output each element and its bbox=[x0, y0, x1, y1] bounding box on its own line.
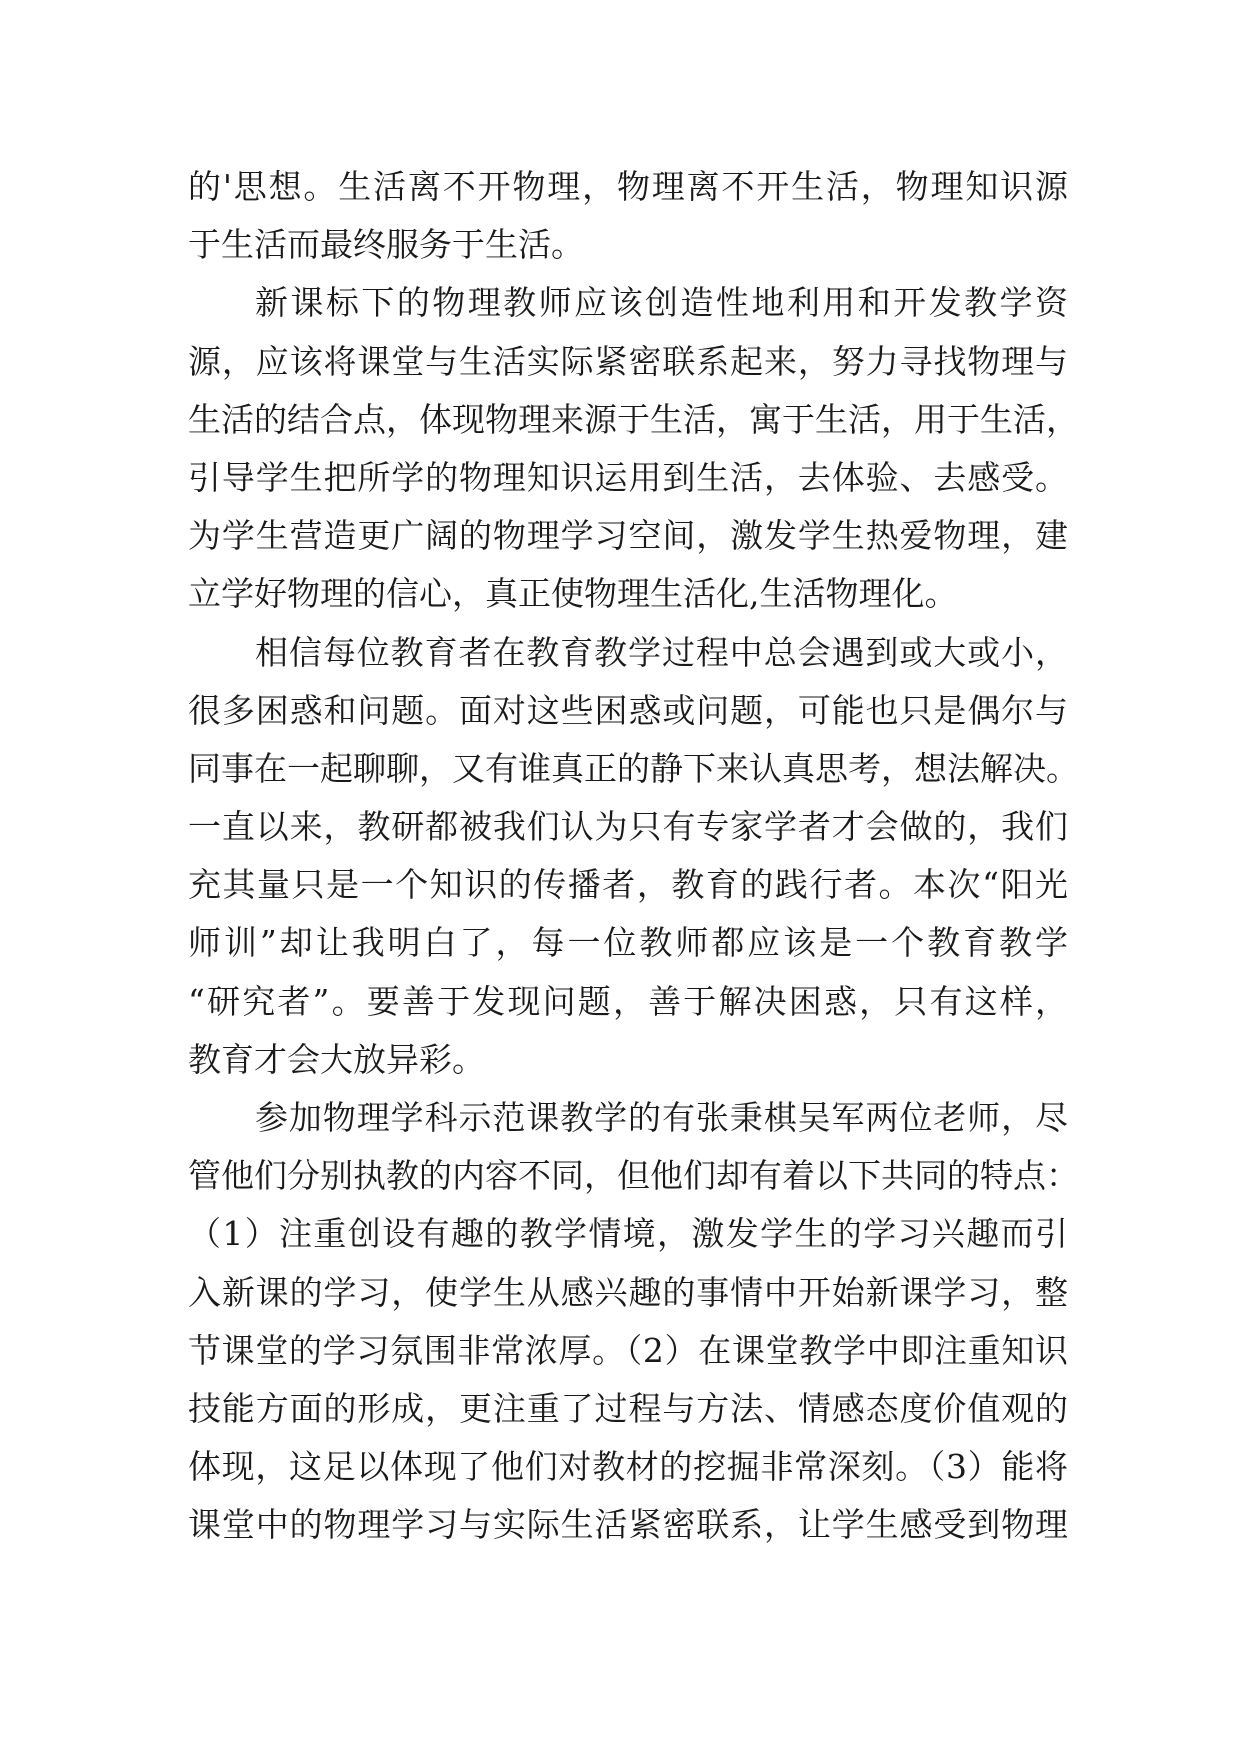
text-line: 的'思想。生活离不开物理，物理离不开生活，物理知识源 bbox=[188, 167, 1068, 206]
text-line: 很多困惑和问题。面对这些困惑或问题，可能也只是偶尔与 bbox=[188, 690, 1068, 730]
text-line: 立学好物理的信心，真正使物理生活化,生活物理化。 bbox=[188, 574, 958, 614]
text-line: 新课标下的物理教师应该创造性地利用和开发教学资 bbox=[255, 283, 1068, 323]
text-line: 技能方面的形成，更注重了过程与方法、情感态度价值观的 bbox=[188, 1388, 1068, 1428]
text-line: 源，应该将课堂与生活实际紧密联系起来，努力寻找物理与 bbox=[188, 341, 1068, 381]
text-line: 为学生营造更广阔的物理学习空间，激发学生热爱物理，建 bbox=[188, 516, 1068, 556]
text-line: 课堂中的物理学习与实际生活紧密联系，让学生感受到物理 bbox=[188, 1505, 1068, 1545]
text-line: 管他们分别执教的内容不同，但他们却有着以下共同的特点： bbox=[188, 1156, 1079, 1196]
text-line: 相信每位教育者在教育教学过程中总会遇到或大或小， bbox=[255, 632, 1068, 672]
text-line: 节课堂的学习氛围非常浓厚。（2）在课堂教学中即注重知识 bbox=[188, 1330, 1068, 1370]
text-line: 体现，这足以体现了他们对教材的挖掘非常深刻。（3）能将 bbox=[188, 1447, 1068, 1487]
text-line: 入新课的学习，使学生从感兴趣的事情中开始新课学习，整 bbox=[188, 1272, 1068, 1312]
text-line: 同事在一起聊聊，又有谁真正的静下来认真思考，想法解决。 bbox=[188, 748, 1079, 788]
text-line: “研究者”。要善于发现问题，善于解决困惑，只有这样， bbox=[188, 981, 1068, 1021]
text-line: 生活的结合点，体现物理来源于生活，寓于生活，用于生活， bbox=[188, 399, 1079, 439]
text-line: 一直以来，教研都被我们认为只有专家学者才会做的，我们 bbox=[188, 807, 1068, 847]
text-line: 教育才会大放异彩。 bbox=[188, 1039, 485, 1079]
text-line: 引导学生把所学的物理知识运用到生活，去体验、去感受。 bbox=[188, 457, 1068, 497]
text-line: 师训”却让我明白了，每一位教师都应该是一个教育教学 bbox=[188, 923, 1068, 963]
text-line: （1）注重创设有趣的教学情境，激发学生的学习兴趣而引 bbox=[188, 1214, 1068, 1254]
text-line: 充其量只是一个知识的传播者，教育的践行者。本次“阳光 bbox=[188, 865, 1068, 905]
text-line: 参加物理学科示范课教学的有张秉棋吴军两位老师，尽 bbox=[255, 1098, 1068, 1137]
text-line: 于生活而最终服务于生活。 bbox=[188, 225, 584, 265]
document-body bbox=[188, 158, 1079, 1555]
